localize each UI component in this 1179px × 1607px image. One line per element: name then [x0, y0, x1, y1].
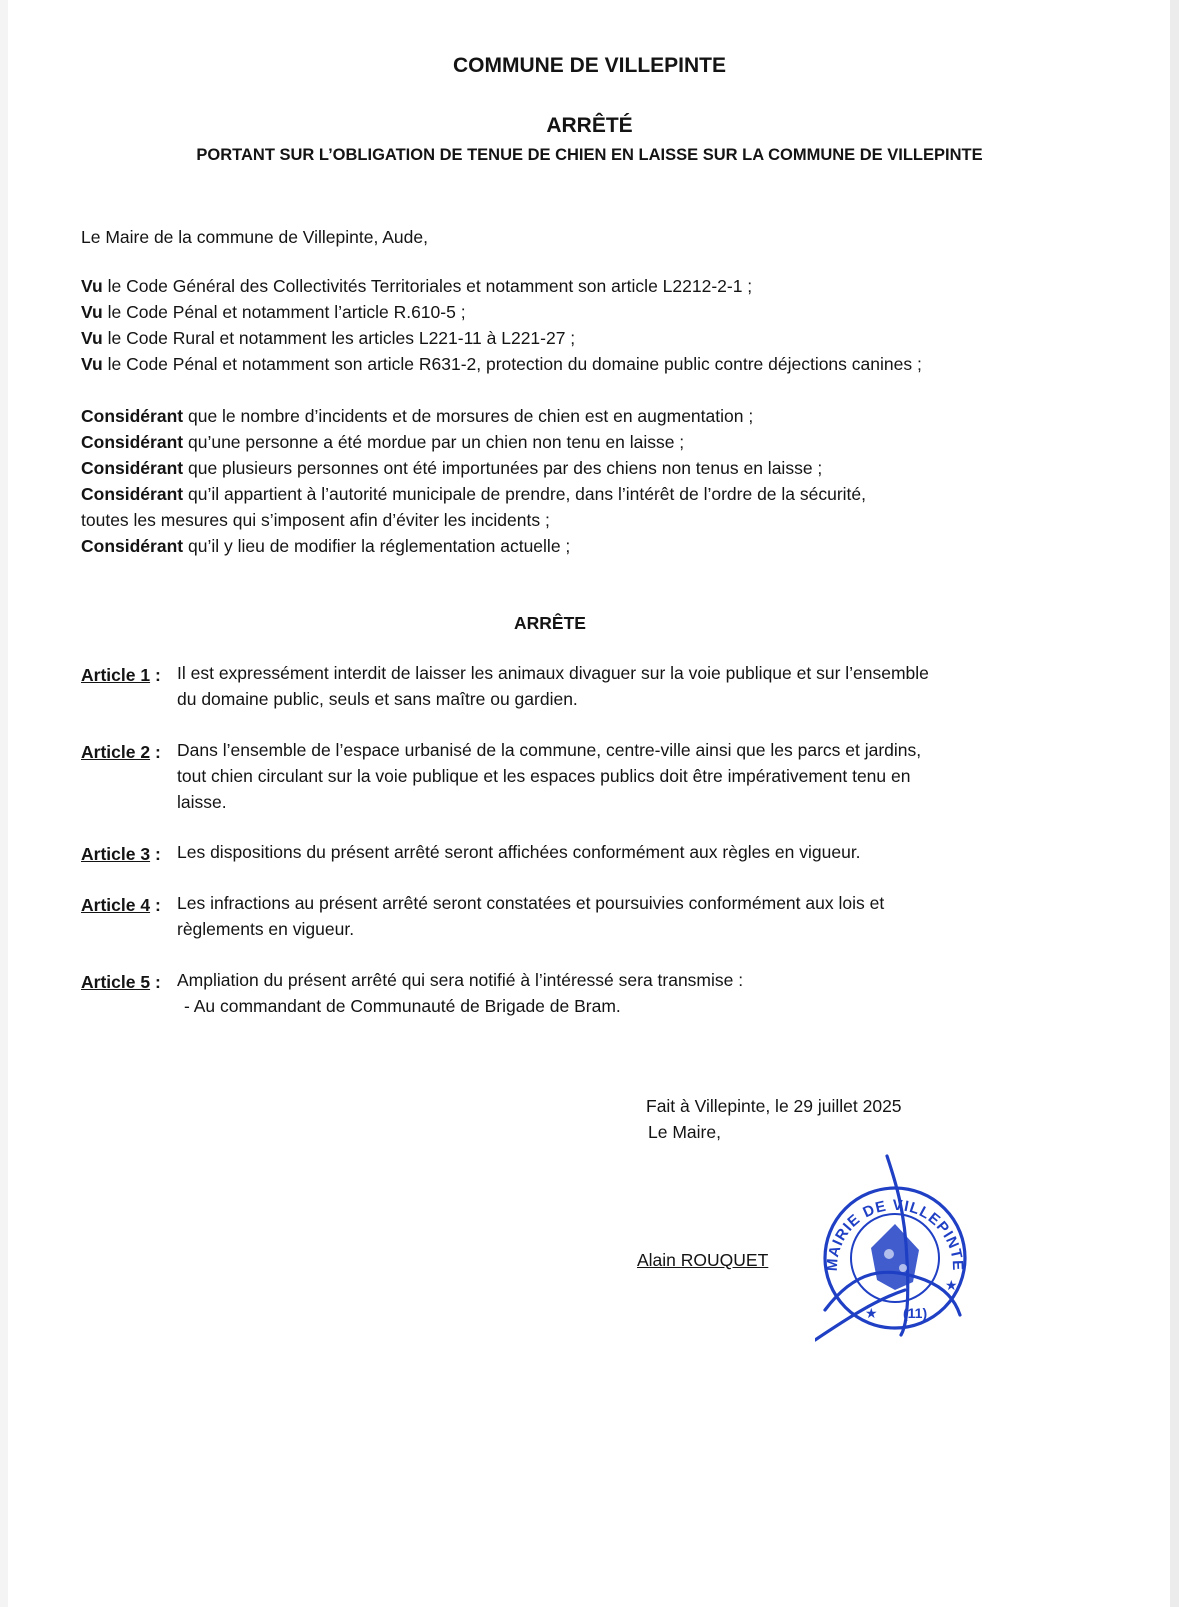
article-5-label: [81, 972, 161, 993]
article-colon: :: [154, 895, 161, 915]
considerant-text: qu’il y lieu de modifier la réglementation actuelle ;: [187, 536, 571, 556]
article-colon: :: [154, 665, 161, 685]
article-2-line: Dans l’ensemble de l’espace urbanisé de la commune, centre-ville ainsi que les parcs et jardins,: [177, 740, 922, 760]
article-4-line: Les infractions au présent arrêté seront constatées et poursuivies conformément aux lois et: [177, 893, 885, 913]
article-1-line: Il est expressément interdit de laisser les animaux divaguer sur la voie publique et sur l’ensemble: [177, 663, 929, 683]
article-1-line: du domaine public, seuls et sans maître ou gardien.: [177, 689, 578, 709]
vu-keyword: Vu: [81, 276, 103, 296]
mayor-name: Alain ROUQUET: [637, 1250, 769, 1270]
stamp-ring-text: MAIRIE DE VILLEPINTE: [823, 1196, 967, 1272]
arrete-heading: ARRÊTE: [514, 613, 586, 633]
article-5-line: Ampliation du présent arrêté qui sera notifié à l’intéressé sera transmise :: [177, 970, 744, 990]
article-3-line: Les dispositions du présent arrêté seront affichées conformément aux règles en vigueur.: [177, 842, 861, 862]
doc-subtitle: PORTANT SUR L’OBLIGATION DE TENUE DE CHIEN EN LAISSE SUR LA COMMUNE DE VILLEPINTE: [196, 146, 983, 164]
stamp-department-text: (11): [903, 1305, 928, 1321]
considerant-keyword: Considérant: [81, 484, 184, 504]
considerant-line: [81, 484, 866, 505]
considerant-line: [81, 406, 753, 427]
vu-keyword: Vu: [81, 302, 103, 322]
mairie-stamp-seal: [815, 1150, 975, 1350]
considerant-text: que le nombre d’incidents et de morsures de chien est en augmentation ;: [187, 406, 754, 426]
considerant-text: qu’une personne a été mordue par un chien non tenu en laisse ;: [187, 432, 685, 452]
page-edge: [1170, 0, 1179, 1607]
vu-text: le Code Rural et notamment les articles L221-11 à L221-27 ;: [107, 328, 576, 348]
article-5-line: - Au commandant de Communauté de Brigade de Bram.: [184, 996, 621, 1016]
considerant-keyword: Considérant: [81, 536, 184, 556]
commune-title: COMMUNE DE VILLEPINTE: [452, 54, 726, 77]
vu-line: [81, 276, 752, 297]
considerant-line: [81, 458, 822, 479]
article-label-text: Article 3: [81, 844, 151, 864]
mayor-role: Le Maire,: [648, 1122, 721, 1142]
considerant-keyword: Considérant: [81, 406, 184, 426]
article-label-text: Article 1: [81, 665, 151, 685]
article-1-label: [81, 665, 161, 686]
svg-text:★: ★: [945, 1277, 958, 1293]
considerant-line: [81, 432, 684, 453]
intro-line: Le Maire de la commune de Villepinte, Aude,: [81, 227, 428, 247]
article-2-label: [81, 742, 161, 763]
considerant-keyword: Considérant: [81, 458, 184, 478]
place-date: Fait à Villepinte, le 29 juillet 2025: [646, 1096, 902, 1116]
considerant-text: qu’il appartient à l’autorité municipale de prendre, dans l’intérêt de l’ordre de la sécurité,: [187, 484, 867, 504]
article-colon: :: [154, 972, 161, 992]
considerant-keyword: Considérant: [81, 432, 184, 452]
doc-type-title: ARRÊTÉ: [546, 114, 633, 137]
vu-text: le Code Général des Collectivités Territoriales et notamment son article L2212-2-1 ;: [107, 276, 753, 296]
article-label-text: Article 2: [81, 742, 151, 762]
article-4-line: règlements en vigueur.: [177, 919, 355, 939]
article-label-text: Article 5: [81, 972, 151, 992]
vu-text: le Code Pénal et notamment l’article R.610-5 ;: [107, 302, 466, 322]
vu-text: le Code Pénal et notamment son article R631-2, protection du domaine public contre déjections canines ;: [107, 354, 922, 374]
article-2-line: tout chien circulant sur la voie publique et les espaces publics doit être impérativement tenu en: [177, 766, 911, 786]
considerant-line: [81, 536, 570, 557]
considerant-continuation: toutes les mesures qui s’imposent afin d’éviter les incidents ;: [81, 510, 550, 530]
article-2-line: laisse.: [177, 792, 227, 812]
vu-line: [81, 328, 575, 349]
article-4-label: [81, 895, 161, 916]
article-3-label: [81, 844, 161, 865]
article-colon: :: [154, 742, 161, 762]
vu-keyword: Vu: [81, 328, 103, 348]
vu-keyword: Vu: [81, 354, 103, 374]
considerant-text: que plusieurs personnes ont été importunées par des chiens non tenus en laisse ;: [187, 458, 823, 478]
article-label-text: Article 4: [81, 895, 151, 915]
svg-text:★: ★: [865, 1305, 878, 1321]
vu-line: [81, 302, 466, 323]
article-colon: :: [154, 844, 161, 864]
vu-line: [81, 354, 922, 375]
